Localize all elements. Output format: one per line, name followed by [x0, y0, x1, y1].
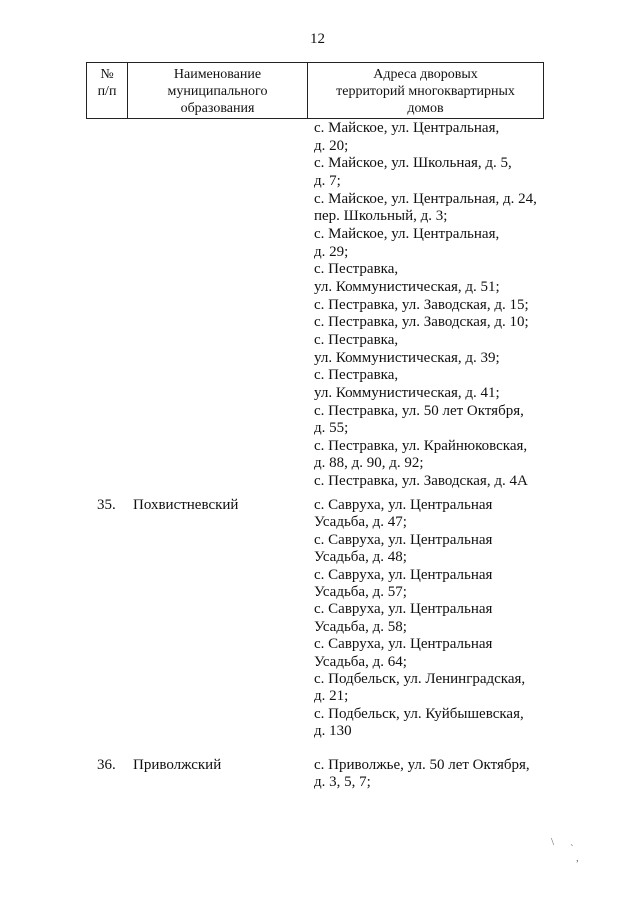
- address-line: пер. Школьный, д. 3;: [314, 208, 448, 225]
- address-line: с. Пестравка,: [314, 367, 399, 384]
- address-line: с. Приволжье, ул. 50 лет Октября,: [314, 757, 530, 773]
- scan-mark: \: [551, 836, 555, 848]
- address-line: с. Пестравка, ул. Крайнюковская,: [314, 437, 528, 454]
- address-line: д. 20;: [314, 137, 349, 154]
- address-line: с. Подбельск, ул. Ленинградская,: [314, 671, 526, 688]
- address-line: с. Савруха, ул. Центральная: [314, 497, 493, 513]
- continuation-addresses: [314, 120, 537, 491]
- address-line: с. Подбельск, ул. Куйбышевская,: [314, 705, 524, 722]
- address-line: с. Майское, ул. Центральная,: [314, 120, 500, 136]
- address-line: с. Пестравка, ул. Заводская, д. 10;: [314, 314, 529, 331]
- header-number: № п/п: [87, 63, 128, 118]
- page-number: 12: [310, 31, 325, 47]
- address-line: д. 130: [314, 723, 352, 740]
- address-line: Усадьба, д. 47;: [314, 514, 407, 531]
- address-line: с. Майское, ул. Центральная,: [314, 225, 500, 242]
- address-line: с. Пестравка, ул. 50 лет Октября,: [314, 402, 524, 419]
- address-line: с. Пестравка,: [314, 261, 399, 278]
- address-line: Усадьба, д. 58;: [314, 618, 407, 635]
- address-line: д. 21;: [314, 688, 349, 705]
- address-line: с. Савруха, ул. Центральная: [314, 636, 493, 653]
- address-list: [314, 757, 530, 792]
- address-line: с. Пестравка, ул. Заводская, д. 15;: [314, 296, 529, 313]
- address-line: с. Савруха, ул. Центральная: [314, 601, 493, 618]
- table-header: [86, 62, 544, 119]
- address-line: ул. Коммунистическая, д. 39;: [314, 349, 500, 366]
- address-line: Усадьба, д. 48;: [314, 549, 407, 566]
- address-list: [314, 497, 525, 741]
- address-line: ул. Коммунистическая, д. 51;: [314, 278, 500, 295]
- address-line: с. Майское, ул. Школьная, д. 5,: [314, 155, 512, 172]
- scan-mark: `: [570, 843, 574, 855]
- header-addresses: Адреса дворовых территорий многоквартирных домов: [336, 67, 515, 116]
- address-line: с. Майское, ул. Центральная, д. 24,: [314, 190, 537, 207]
- municipality-name: Похвистневский: [133, 497, 239, 513]
- address-line: д. 55;: [314, 420, 349, 437]
- row-number: 36.: [97, 757, 116, 773]
- address-line: с. Савруха, ул. Центральная: [314, 531, 493, 548]
- address-line: ул. Коммунистическая, д. 41;: [314, 384, 500, 401]
- address-line: с. Пестравка,: [314, 331, 399, 348]
- address-line: с. Пестравка, ул. Заводская, д. 4А: [314, 473, 528, 490]
- address-line: Усадьба, д. 64;: [314, 653, 407, 670]
- row-number: 35.: [97, 497, 116, 513]
- address-line: д. 88, д. 90, д. 92;: [314, 455, 424, 472]
- address-line: д. 7;: [314, 172, 341, 189]
- scan-mark: ,: [576, 852, 579, 864]
- address-line: д. 3, 5, 7;: [314, 774, 371, 791]
- municipality-name: Приволжский: [133, 757, 222, 773]
- address-line: Усадьба, д. 57;: [314, 584, 407, 601]
- header-municipality: Наименование муниципального образования: [128, 63, 308, 118]
- address-line: с. Савруха, ул. Центральная: [314, 566, 493, 583]
- address-line: д. 29;: [314, 243, 349, 260]
